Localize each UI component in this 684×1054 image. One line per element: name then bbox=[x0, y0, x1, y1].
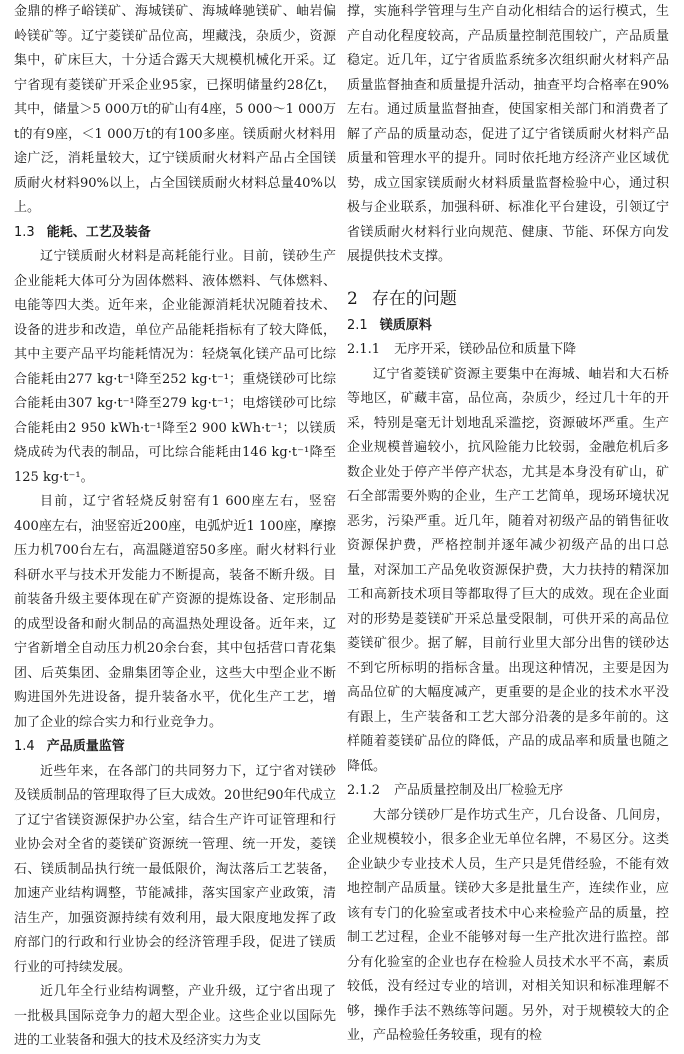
section-title: 能耗、工艺及装备 bbox=[46, 224, 151, 240]
section-title: 镁质原料 bbox=[379, 317, 432, 333]
section-heading-1-3 bbox=[14, 221, 336, 246]
section-heading-1-4 bbox=[14, 735, 336, 760]
section-number: 2.1 bbox=[347, 317, 368, 333]
section-title: 产品质量控制及出厂检验无序 bbox=[394, 783, 564, 798]
section-number: 1.3 bbox=[14, 224, 35, 240]
left-column bbox=[14, 0, 336, 1054]
paragraph-reserves: 金鼎的桦子峪镁矿、海城镁矿、海城峰驰镁矿、岫岩偏岭镁矿等。辽宁菱镁矿品位高，埋藏浅，杂质少，资源集中，矿床巨大，十分适合露天大规模机械化开采。辽宁省现有菱镁矿开采企业95家，已探明储量约28亿t，其中，储量＞5 000万t的矿山有4座，5 000～1 000万t的有9座，＜1 000万t的有100多座。镁质耐火材料用途广泛，消耗量较大，辽宁镁质耐火材料产品占全国镁质耐火材料90%以上，占全国镁质耐火材料总量40%以上。 bbox=[14, 4, 336, 215]
paragraph-energy: 辽宁镁质耐火材料是高耗能行业。目前，镁砂生产企业能耗大体可分为固体燃料、液体燃料、气体燃料、电能等四大类。近年来，企业能源消耗状况随着技术、设备的进步和改造，单位产品能耗指标有了较大降低，其中主要产品平均能耗情况为：轻烧氧化镁产品可比综合能耗由277 kg·t⁻¹降至252 kg·t⁻¹；重烧镁砂可比综合能耗由307 kg·t⁻¹降至279 kg·t⁻¹；电熔镁砂可比综合能耗由2 950 kWh·t⁻¹降至2 900 kWh·t⁻¹；以镁质烧成砖为代表的制品，可比综合能耗由146 kg·t⁻¹降至125 kg·t⁻¹。 bbox=[14, 249, 336, 485]
paragraph-equipment: 目前，辽宁省轻烧反射窑有1 600座左右，竖窑400座左右，油竖窑近200座，电弧炉近1 100座，摩擦压力机700台左右，高温隧道窑50多座。耐火材料行业科研水平与技术开发能力不断提高，装备不断升级。目前装备升级主要体现在矿产资源的提炼设备、定形制品的成型设备和耐火制品的高温热处理设备。近年来，辽宁省新增全自动压力机20余台套，其中包括营口青花集团、后英集团、金鼎集团等企业，这些大中型企业不断购进国外先进设备，提升装备水平，优化生产工艺，增加了企业的综合实力和行业竞争力。 bbox=[14, 494, 336, 730]
paragraph-industry-upgrade: 近几年全行业结构调整，产业升级，辽宁省出现了一批极具国际竞争力的超大型企业。这些企业以国际先进的工业装备和强大的技术及经济实力为支 bbox=[14, 984, 336, 1048]
section-heading-2 bbox=[347, 284, 669, 314]
section-number: 2 bbox=[347, 288, 358, 309]
paragraph-disordered-mining: 辽宁省菱镁矿资源主要集中在海城、岫岩和大石桥等地区，矿藏丰富，品位高，杂质少，经过几十年的开采，特别是毫无计划地乱采滥挖，资源破坏严重。生产企业规模普遍较小，抗风险能力比较弱，金融危机后多数企业处于停产半停产状态，尤其是本身没有矿山，矿石全部需要外购的企业，生产工艺简单，现场环境状况恶劣，污染严重。近几年，随着对初级产品的销售征收资源保护费，严格控制并逐年减少初级产品的出口总量，对深加工产品免收资源保护费，大力扶持的精深加工和高新技术项目等都取得了巨大的成效。现在企业面对的形势是菱镁矿开采总量受限制，可供开采的高品位菱镁矿很少。据了解，目前行业里大部分出售的镁砂达不到它所标明的指标含量。出现这种情况，主要是因为高品位矿的大幅度减产，更重要的是企业的技术水平没有跟上，生产装备和工艺大部分沿袭的是多年前的。这样随着菱镁矿品位的降低，产品的成品率和质量也随之降低。 bbox=[347, 366, 669, 774]
paragraph-supervision: 近些年来，在各部门的共同努力下，辽宁省对镁砂及镁质制品的管理取得了巨大成效。20世纪90年代成立了辽宁省镁资源保护办公室，结合生产许可证管理和行业协会对全省的菱镁矿资源统一管理、统一开发，菱镁石、镁质制品执行统一最低限价，淘汰落后工艺装备，加速产业结构调整，节能减排，落实国家产业政策，清洁生产，加强资源持续有效利用，最大限度地发挥了政府部门的行政和行业协会的经济管理手段，促进了镁质行业的可持续发展。 bbox=[14, 763, 336, 975]
section-title: 产品质量监管 bbox=[46, 739, 125, 754]
section-number: 2.1.1 bbox=[347, 342, 381, 357]
paragraph-quality-control: 大部分镁砂厂是作坊式生产，几台设备、几间房，企业规模较小，很多企业无单位名牌，不易区分。这类企业缺少专业技术人员，生产只是凭借经验，不能有效地控制产品质量。镁砂大多是批量生产，连续作业，应该有专门的化验室或者技术中心来检验产品的质量，控制工艺过程，企业不能够对每一生产批次进行监控。部分有化验室的企业也存在检验人员技术水平不高，素质较低，没有经过专业的培训，对相关知识和标准理解不够，操作手法不熟练等问题。另外，对于规模较大的企业，产品检验任务较重，现有的检 bbox=[347, 807, 669, 1043]
section-title: 无序开采，镁砂品位和质量下降 bbox=[394, 342, 577, 357]
section-heading-2-1 bbox=[347, 314, 669, 339]
section-number: 1.4 bbox=[14, 739, 35, 754]
paragraph-quality-inspection: 撑，实施科学管理与生产自动化相结合的运行模式，生产自动化程度较高，产品质量控制范围较广，产品质量稳定。近几年，辽宁省质监系统多次组织耐火材料产品质量监督抽查和质量提升活动，抽查平均合格率在90%左右。通过质量监督抽查，使国家相关部门和消费者了解了产品的质量动态，促进了辽宁省镁质耐火材料产品质量和管理水平的提升。同时依托地方经济产业区域优势，成立国家镁质耐火材料质量监督检验中心，通过积极与企业联系，加强科研、标准化平台建设，引领辽宁省镁质耐火材料行业向规范、健康、节能、环保方向发展提供技术支撑。 bbox=[347, 4, 669, 264]
section-heading-2-1-1 bbox=[347, 338, 669, 363]
right-column bbox=[347, 0, 669, 1049]
section-title: 存在的问题 bbox=[371, 288, 457, 309]
section-number: 2.1.2 bbox=[347, 783, 381, 798]
section-heading-2-1-2 bbox=[347, 779, 669, 804]
